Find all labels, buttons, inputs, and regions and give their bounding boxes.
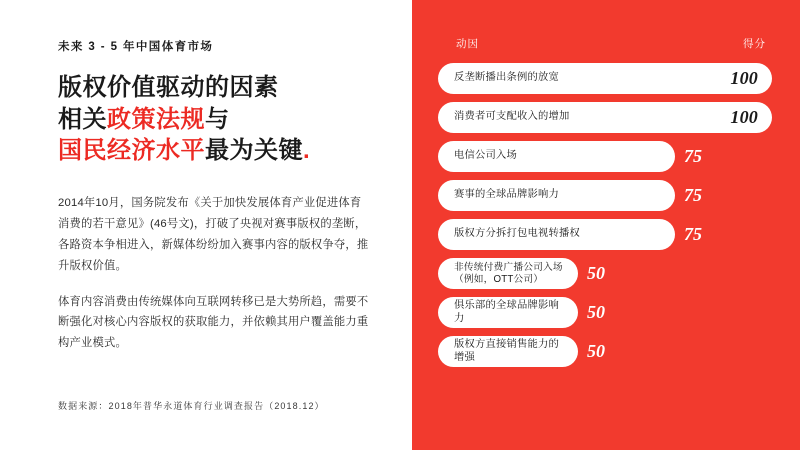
bar-label: 版权方直接销售能力的增强 (454, 338, 559, 363)
headline-line-1 (58, 72, 372, 104)
headline-line-2-red: 政策法规 (107, 105, 205, 133)
bar-value: 100 (730, 68, 758, 89)
bar-row (438, 258, 772, 289)
bar-value: 50 (587, 302, 605, 322)
bar-value: 50 (587, 263, 605, 283)
chart-header (438, 36, 772, 51)
page-title (58, 72, 372, 167)
bar (438, 102, 772, 133)
chart-header-value: 得分 (743, 38, 766, 50)
bar-row (438, 141, 772, 172)
headline-line-2-pre: 相关 (58, 105, 107, 133)
bar-row (438, 219, 772, 250)
bar-value: 50 (587, 341, 605, 361)
bar-label: 非传统付费广播公司入场 （例如，OTT公司） (454, 261, 563, 285)
chart-header-category: 动因 (456, 38, 479, 50)
bar-row (438, 180, 772, 211)
bar-value: 75 (684, 146, 702, 166)
bar (438, 141, 675, 172)
bar-list (438, 63, 772, 367)
bar (438, 219, 675, 250)
bar-row (438, 297, 772, 328)
body-paragraph-1: 2014年10月，国务院发布《关于加快发展体育产业促进体育消费的若干意见》(46号文)，打破了央视对赛事版权的垄断，各路资本争相进入，新媒体纷纷加入赛事内容的版权争夺，推升版权价值。 (58, 197, 369, 272)
headline-line-3 (58, 135, 372, 167)
bar-value: 75 (684, 185, 702, 205)
bar-row (438, 63, 772, 94)
bar-row (438, 336, 772, 367)
headline-line-1-text: 版权价值驱动的因素 (58, 74, 279, 101)
bar-value: 100 (730, 107, 758, 128)
chart-panel (412, 0, 800, 450)
bar-content (454, 106, 758, 129)
bar (438, 336, 578, 367)
bar (438, 180, 675, 211)
bar-label: 俱乐部的全球品牌影响力 (454, 299, 559, 324)
body-paragraph-2: 体育内容消费由传统媒体向互联网转移已是大势所趋，需要不断强化对核心内容版权的获取能力，并依赖其用户覆盖能力重构产业模式。 (58, 295, 369, 350)
bar (438, 258, 578, 289)
headline-line-3-black: 最为关键 (205, 137, 303, 165)
bar-value: 75 (684, 224, 702, 244)
bar-content (454, 67, 758, 90)
headline-period: . (303, 137, 311, 165)
headline-line-3-red: 国民经济水平 (58, 137, 205, 165)
bar-label: 反垄断播出条例的放宽 (454, 72, 559, 84)
bar (438, 297, 578, 328)
bar-label: 消费者可支配收入的增加 (454, 111, 570, 123)
bar (438, 63, 772, 94)
bar-row (438, 102, 772, 133)
eyebrow-text: 未来 3 - 5 年中国体育市场 (58, 41, 214, 53)
bar-label: 电信公司入场 (454, 150, 517, 162)
headline-line-2-post: 与 (205, 105, 230, 133)
headline-line-2 (58, 104, 372, 136)
source-note: 数据来源：2018年普华永道体育行业调查报告（2018.12） (58, 401, 325, 411)
bar-label: 赛事的全球品牌影响力 (454, 189, 559, 201)
bar-label: 版权方分拆打包电视转播权 (454, 228, 580, 240)
